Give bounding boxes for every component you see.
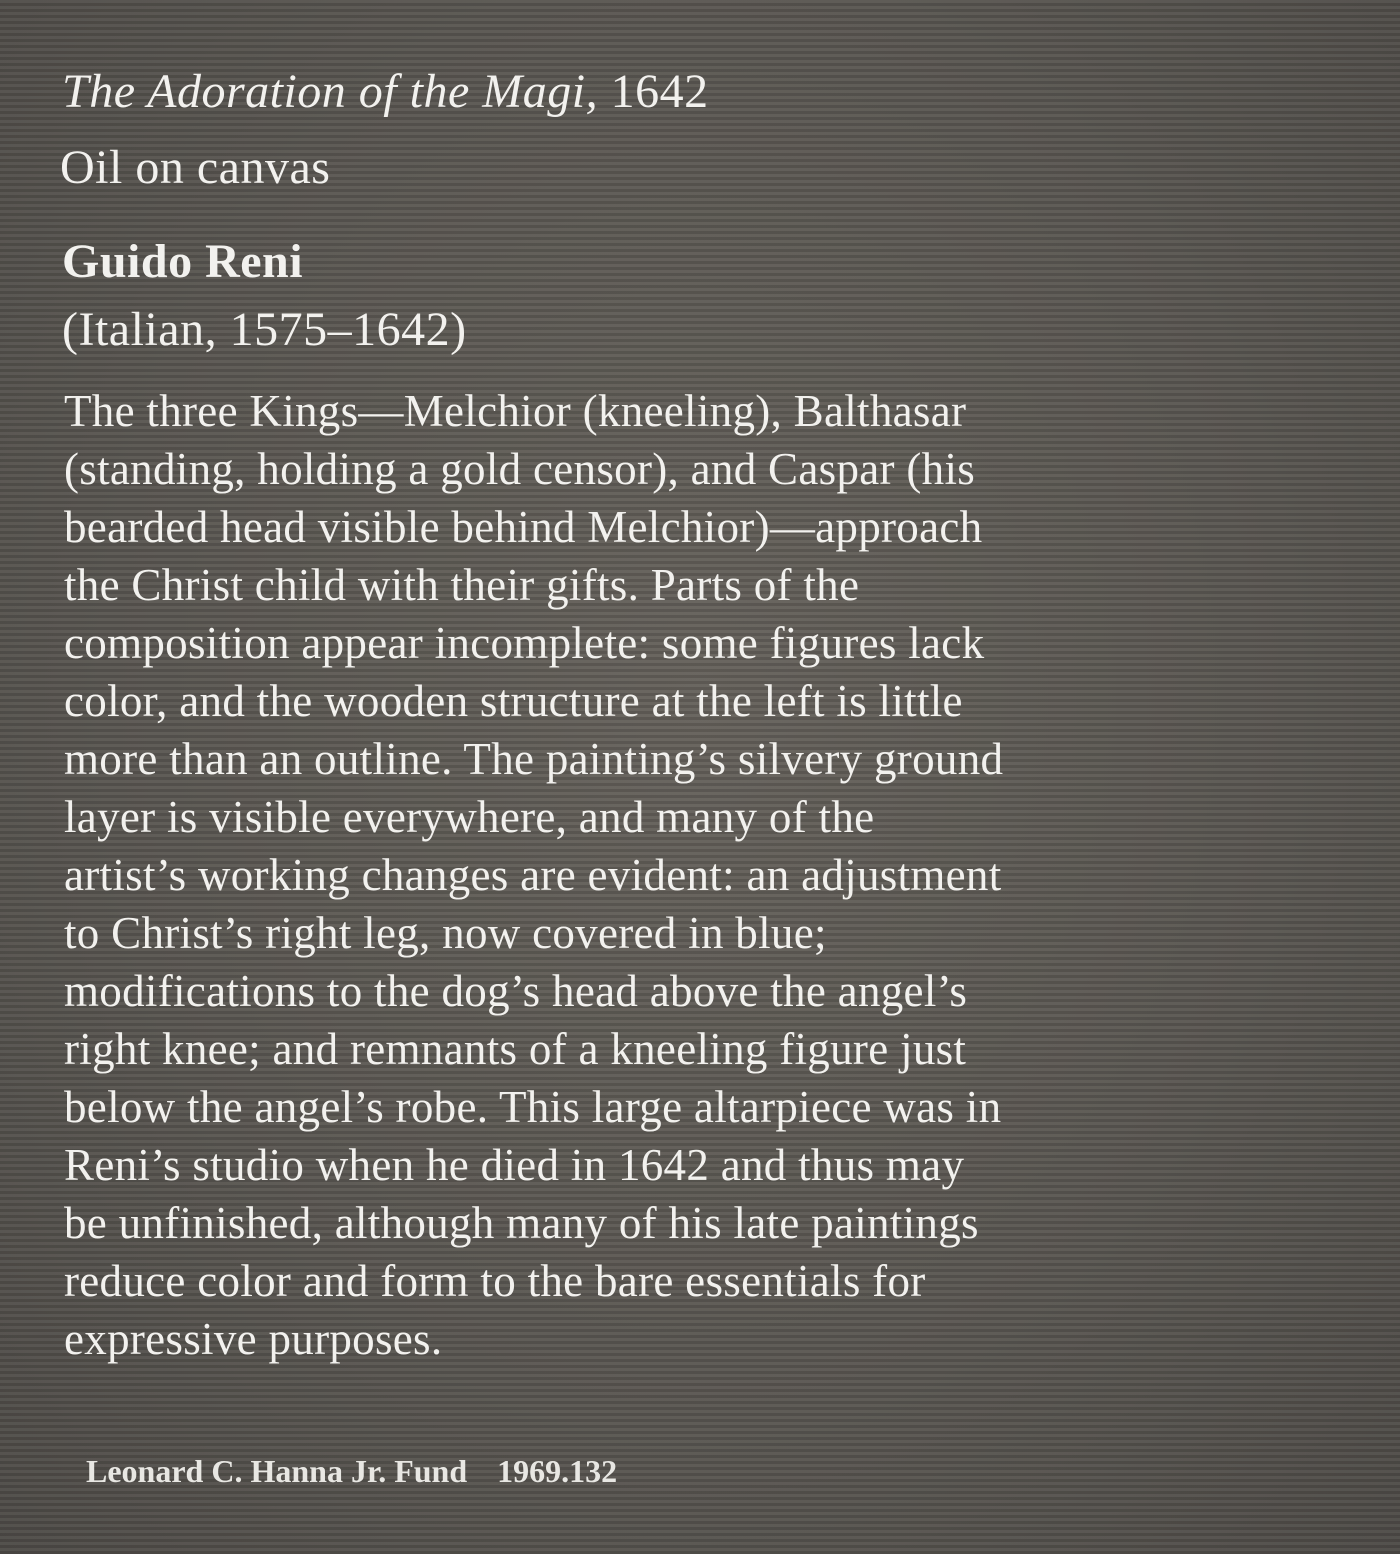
- description-line: artist’s working changes are evident: an adjustment: [64, 850, 1002, 900]
- artwork-description: [64, 382, 1354, 1368]
- description-line: color, and the wooden structure at the left is little: [64, 676, 963, 726]
- description-line: more than an outline. The painting’s silvery ground: [64, 734, 1004, 784]
- credit-fund: Leonard C. Hanna Jr. Fund: [86, 1453, 468, 1489]
- description-line: Reni’s studio when he died in 1642 and thus may: [64, 1140, 965, 1190]
- credit-line: [86, 1452, 617, 1490]
- artwork-date: 1642: [610, 65, 709, 118]
- description-line: below the angel’s robe. This large altarpiece was in: [64, 1082, 1002, 1132]
- artist-name: Guido Reni: [62, 235, 304, 288]
- description-line: reduce color and form to the bare essentials for: [64, 1256, 926, 1306]
- description-line: be unfinished, although many of his late paintings: [64, 1198, 979, 1248]
- artwork-title: The Adoration of the Magi,: [62, 65, 599, 118]
- description-line: modifications to the dog’s head above the angel’s: [64, 966, 968, 1016]
- description-line: composition appear incomplete: some figures lack: [64, 618, 985, 668]
- accession-number: 1969.132: [497, 1453, 618, 1489]
- description-line: The three Kings—Melchior (kneeling), Balthasar: [64, 386, 967, 436]
- description-line: bearded head visible behind Melchior)—approach: [64, 502, 983, 552]
- description-line: layer is visible everywhere, and many of the: [64, 792, 875, 842]
- description-line: (standing, holding a gold censor), and Caspar (his: [64, 444, 976, 494]
- description-line: to Christ’s right leg, now covered in blue;: [64, 908, 827, 958]
- artist-nationality-dates: (Italian, 1575–1642): [62, 303, 467, 356]
- description-line: the Christ child with their gifts. Parts of the: [64, 560, 860, 610]
- description-line: expressive purposes.: [64, 1314, 443, 1364]
- artwork-title-line: [62, 64, 709, 119]
- artwork-medium: Oil on canvas: [60, 141, 331, 194]
- description-line: right knee; and remnants of a kneeling figure just: [64, 1024, 967, 1074]
